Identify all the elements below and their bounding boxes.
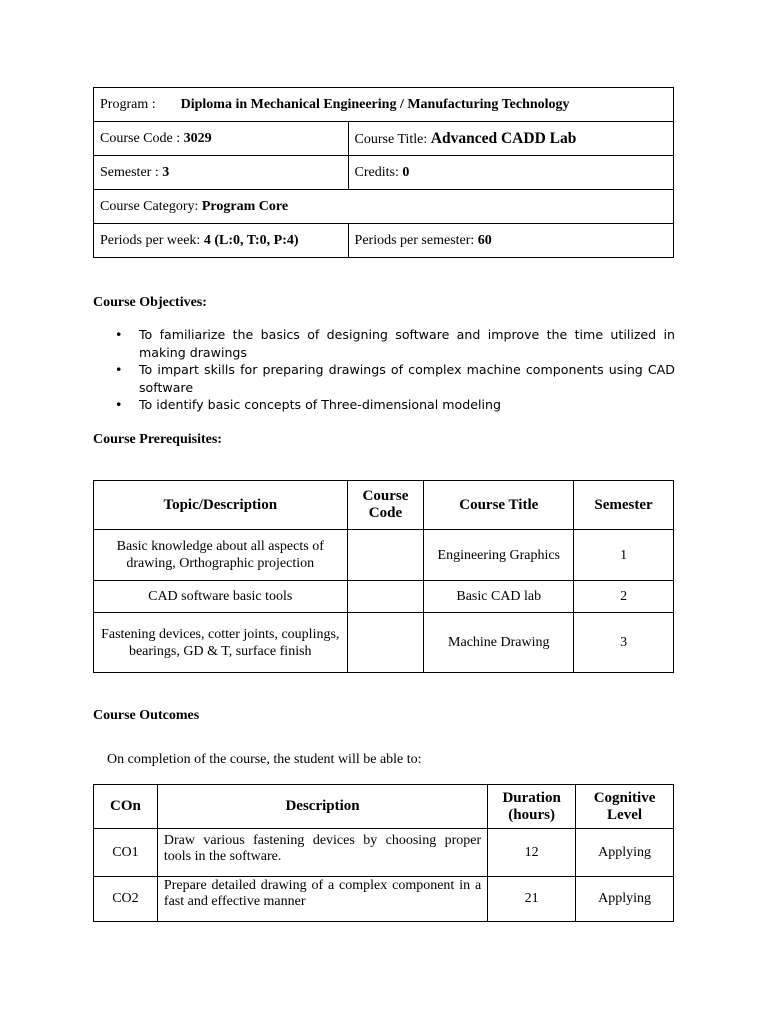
header-course-code: Course Code — [347, 481, 424, 530]
table-row — [94, 877, 674, 922]
objective-item — [115, 326, 675, 361]
prereq-topic: Fastening devices, cotter joints, couplings, bearings, GD & T, surface finish — [94, 613, 348, 673]
outcome-description: Draw various fastening devices by choosing proper tools in the software. — [157, 829, 487, 877]
header-course-title: Course Title — [424, 481, 574, 530]
outcome-header-row — [94, 785, 674, 829]
objective-text: To familiarize the basics of designing software and improve the time utilized in making drawings — [139, 327, 675, 360]
program-cell — [94, 88, 674, 122]
periods-semester-label: Periods per semester: — [354, 232, 475, 248]
course-title-value: Advanced CADD Lab — [430, 129, 577, 147]
prerequisites-heading: Course Prerequisites: — [93, 432, 222, 447]
prereq-code — [347, 581, 424, 613]
semester-value: 3 — [162, 164, 170, 180]
credits-cell — [348, 156, 673, 190]
table-row — [94, 581, 674, 613]
semester-cell — [94, 156, 349, 190]
objective-text: To identify basic concepts of Three-dimensional modeling — [139, 397, 501, 412]
header-cognitive-level: Cognitive Level — [576, 785, 674, 829]
table-row — [94, 829, 674, 877]
prereq-title: Engineering Graphics — [424, 530, 574, 581]
prereq-semester: 1 — [574, 530, 674, 581]
header-semester: Semester — [574, 481, 674, 530]
prereq-code — [347, 530, 424, 581]
objective-item — [115, 396, 675, 414]
objective-text: To impart skills for preparing drawings of complex machine components using CAD software — [139, 362, 675, 395]
course-info-table — [93, 87, 674, 258]
semester-label: Semester : — [100, 164, 159, 180]
periods-week-cell — [94, 224, 349, 258]
outcomes-table — [93, 784, 674, 922]
program-label: Program : — [100, 96, 156, 112]
table-row — [94, 530, 674, 581]
outcomes-heading: Course Outcomes — [93, 708, 200, 723]
table-row — [94, 613, 674, 673]
periods-week-value: 4 (L:0, T:0, P:4) — [203, 232, 299, 248]
prereq-semester: 3 — [574, 613, 674, 673]
course-code-value: 3029 — [183, 130, 212, 146]
program-value: Diploma in Mechanical Engineering / Manufacturing Technology — [180, 96, 570, 112]
course-title-label: Course Title: — [354, 131, 428, 147]
periods-semester-cell — [348, 224, 673, 258]
outcome-level: Applying — [576, 829, 674, 877]
periods-row — [94, 224, 674, 258]
program-row — [94, 88, 674, 122]
header-duration: Duration (hours) — [488, 785, 576, 829]
course-code-label: Course Code : — [100, 130, 181, 146]
periods-semester-value: 60 — [477, 232, 492, 248]
credits-label: Credits: — [354, 164, 399, 180]
periods-week-label: Periods per week: — [100, 232, 201, 248]
header-description: Description — [157, 785, 487, 829]
category-value: Program Core — [201, 198, 289, 214]
outcome-duration: 21 — [488, 877, 576, 922]
prereq-topic: CAD software basic tools — [94, 581, 348, 613]
bullet-icon: • — [115, 397, 123, 412]
semester-credits-row — [94, 156, 674, 190]
prereq-title: Basic CAD lab — [424, 581, 574, 613]
objectives-list — [115, 326, 675, 414]
header-topic: Topic/Description — [94, 481, 348, 530]
prereq-topic: Basic knowledge about all aspects of drawing, Orthographic projection — [94, 530, 348, 581]
outcome-con: CO1 — [94, 829, 158, 877]
category-cell — [94, 190, 674, 224]
header-con: COn — [94, 785, 158, 829]
prereq-code — [347, 613, 424, 673]
outcomes-intro: On completion of the course, the student will be able to: — [107, 752, 422, 767]
bullet-icon: • — [115, 327, 123, 342]
outcome-level: Applying — [576, 877, 674, 922]
course-code-cell — [94, 122, 349, 156]
objectives-heading: Course Objectives: — [93, 295, 207, 310]
bullet-icon: • — [115, 362, 123, 377]
course-title-cell — [348, 122, 673, 156]
category-row — [94, 190, 674, 224]
credits-value: 0 — [402, 164, 410, 180]
outcome-con: CO2 — [94, 877, 158, 922]
prereq-title: Machine Drawing — [424, 613, 574, 673]
objective-item — [115, 361, 675, 396]
prereq-header-row — [94, 481, 674, 530]
prereq-semester: 2 — [574, 581, 674, 613]
code-title-row — [94, 122, 674, 156]
outcome-description: Prepare detailed drawing of a complex component in a fast and effective manner — [157, 877, 487, 922]
prerequisites-table — [93, 480, 674, 673]
category-label: Course Category: — [100, 198, 199, 214]
outcome-duration: 12 — [488, 829, 576, 877]
